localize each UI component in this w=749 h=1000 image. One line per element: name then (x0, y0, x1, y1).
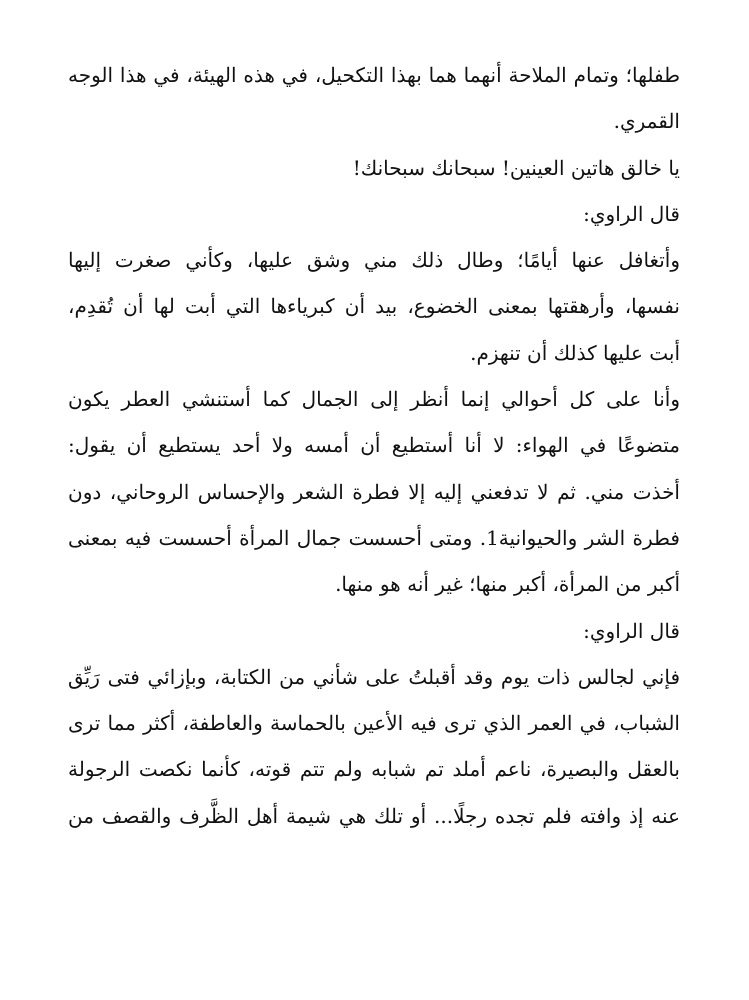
text-line: متضوعًا في الهواء: لا أنا أستطيع أن أمسه ولا أحد يستطيع أن يقول: (68, 433, 680, 458)
text-line: قال الراوي: (583, 201, 680, 226)
text-line: يا خالق هاتين العينين! سبحانك سبحانك! (352, 155, 680, 180)
text-line: القمري. (613, 109, 680, 134)
text-line: وأتغافل عنها أيامًا؛ وطال ذلك مني وشق عليها، وكأني صغرت إليها (68, 248, 680, 273)
text-line: الشباب، في العمر الذي ترى فيه الأعين بالحماسة والعاطفة، أكثر مما ترى (68, 711, 680, 736)
text-line: وأنا على كل أحوالي إنما أنظر إلى الجمال كما أستنشي العطر يكون (68, 387, 680, 412)
body-text (68, 52, 680, 839)
text-line: أخذت مني. ثم لا تدفعني إليه إلا فطرة الشعر والإحساس الروحاني، دون (68, 479, 680, 504)
text-line: نفسها، وأرهقتها بمعنى الخضوع، بيد أن كبرياءها التي أبت لها أن تُقدِم، (68, 294, 680, 319)
text-line: فإني لجالس ذات يوم وقد أقبلتُ على شأني من الكتابة، وبإزائي فتى رَيِّق (68, 664, 680, 689)
text-line: أكبر من المرأة، أكبر منها؛ غير أنه هو منها. (335, 572, 680, 597)
text-line: بالعقل والبصيرة، ناعم أملد تم شبابه ولم تتم قوته، كأنما نكصت الرجولة (68, 757, 680, 782)
text-line: فطرة الشر والحيوانية1. ومتى أحسست جمال المرأة أحسست فيه بمعنى (68, 525, 680, 550)
text-line: طفلها؛ وتمام الملاحة أنهما هما بهذا التكحيل، في هذه الهيئة، في هذا الوجه (68, 63, 680, 87)
text-line: قال الراوي: (583, 618, 680, 643)
text-line: أبت عليها كذلك أن تنهزم. (470, 340, 680, 365)
text-line: عنه إذ وافته فلم تجده رجلًا... أو تلك هي شيمة أهل الظَّرف والقصف من (68, 803, 680, 828)
